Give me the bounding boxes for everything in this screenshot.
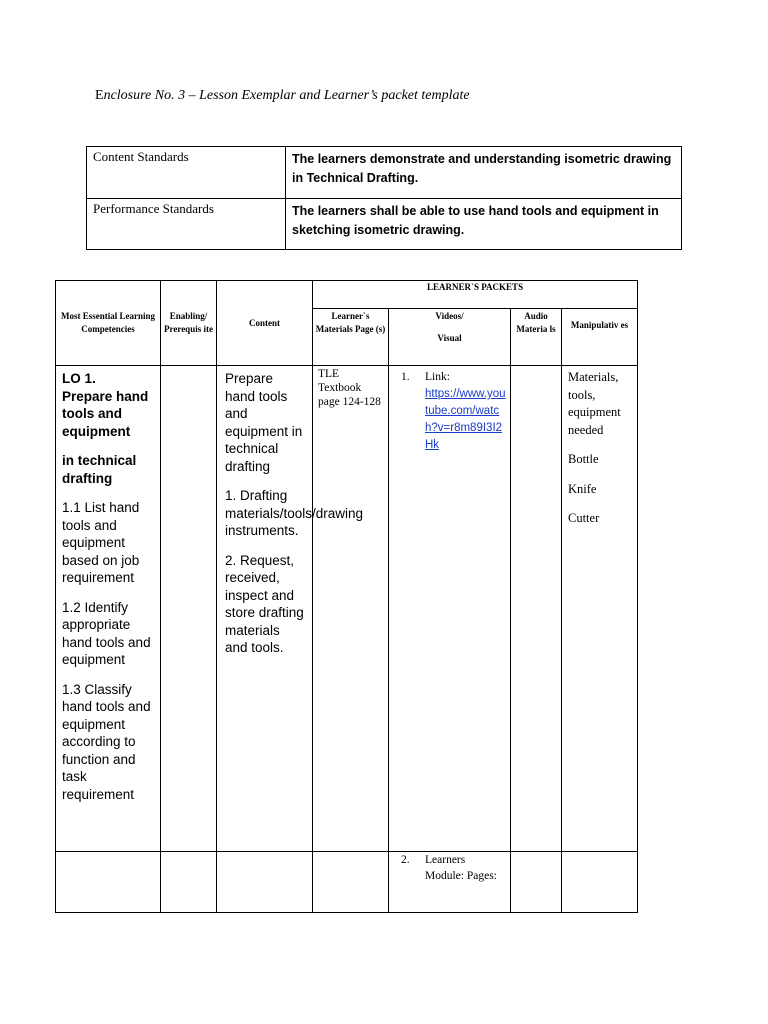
content-intro: Prepare hand tools and equipment in technical drafting <box>225 371 303 474</box>
table-row <box>56 852 638 913</box>
header-videos <box>389 309 511 366</box>
header-content: Content <box>217 281 313 366</box>
header-learners-packets: LEARNER`S PACKETS <box>313 281 638 309</box>
manip-item: Knife <box>568 481 597 496</box>
competencies-cell <box>56 366 161 852</box>
learners-module-text: Learners Module: Pages: <box>425 854 497 882</box>
content-item-2: 2. Request, received, inspect and store drafting materials and tools. <box>225 552 304 655</box>
manip-item: Bottle <box>568 452 599 466</box>
video-item-number: 1. <box>401 371 410 383</box>
enclosure-lead: E <box>95 88 104 103</box>
competency-1-1: 1.1 List hand tools and equipment based on job requirement <box>62 500 140 585</box>
header-competencies: Most Essential Learning Competencies <box>56 281 161 366</box>
content-item-1: 1. Drafting materials/tools/drawing instruments. <box>225 488 364 538</box>
header-materials: Learner`s Materials Page (s) <box>313 309 389 366</box>
performance-standards-value: The learners shall be able to use hand tools and equipment in sketching isometric drawing. <box>286 199 682 250</box>
competency-lo-number: LO 1. <box>62 371 96 386</box>
manip-item: Cutter <box>568 511 600 525</box>
table-row <box>56 366 638 852</box>
youtube-link[interactable]: https://www.youtube.com/watch?v=r8m89I3I2Hk <box>425 388 506 451</box>
lesson-table <box>55 280 638 913</box>
audio-cell <box>511 366 562 852</box>
manipulatives-cell <box>562 366 638 852</box>
video-item <box>401 852 506 884</box>
header-audio: Audio Materia ls <box>511 309 562 366</box>
enclosure-title <box>95 88 470 104</box>
competency-lo-subtitle: in technical drafting <box>62 453 137 486</box>
competency-1-2: 1.2 Identify appropriate hand tools and equipment <box>62 599 151 667</box>
enabling-cell <box>161 366 217 852</box>
standards-table <box>86 146 682 250</box>
competency-lo-title: Prepare hand tools and equipment <box>62 388 149 439</box>
competency-1-3: 1.3 Classify hand tools and equipment according to function and task requirement <box>62 681 151 802</box>
header-videos-label: Videos/ <box>435 311 464 321</box>
videos-cell-2 <box>389 852 511 913</box>
header-visual-label: Visual <box>437 333 462 343</box>
materials-cell: TLE Textbook page 124-128 <box>313 366 389 852</box>
video-item-number: 2. <box>401 854 410 866</box>
video-item <box>401 369 506 454</box>
content-standards-value: The learners demonstrate and understanding isometric drawing in Technical Drafting. <box>286 147 682 199</box>
performance-standards-label: Performance Standards <box>87 199 286 250</box>
header-enabling: Enabling/ Prerequis ite <box>161 281 217 366</box>
video-link-label: Link: <box>425 371 450 383</box>
header-manipulatives: Manipulativ es <box>562 309 638 366</box>
content-standards-label: Content Standards <box>87 147 286 199</box>
manip-item: Materials, tools, equipment needed <box>568 370 621 437</box>
table-row <box>87 147 682 199</box>
videos-cell <box>389 366 511 852</box>
enclosure-rest: nclosure No. 3 – Lesson Exemplar and Learner’s packet template <box>103 88 470 103</box>
table-row <box>87 199 682 250</box>
